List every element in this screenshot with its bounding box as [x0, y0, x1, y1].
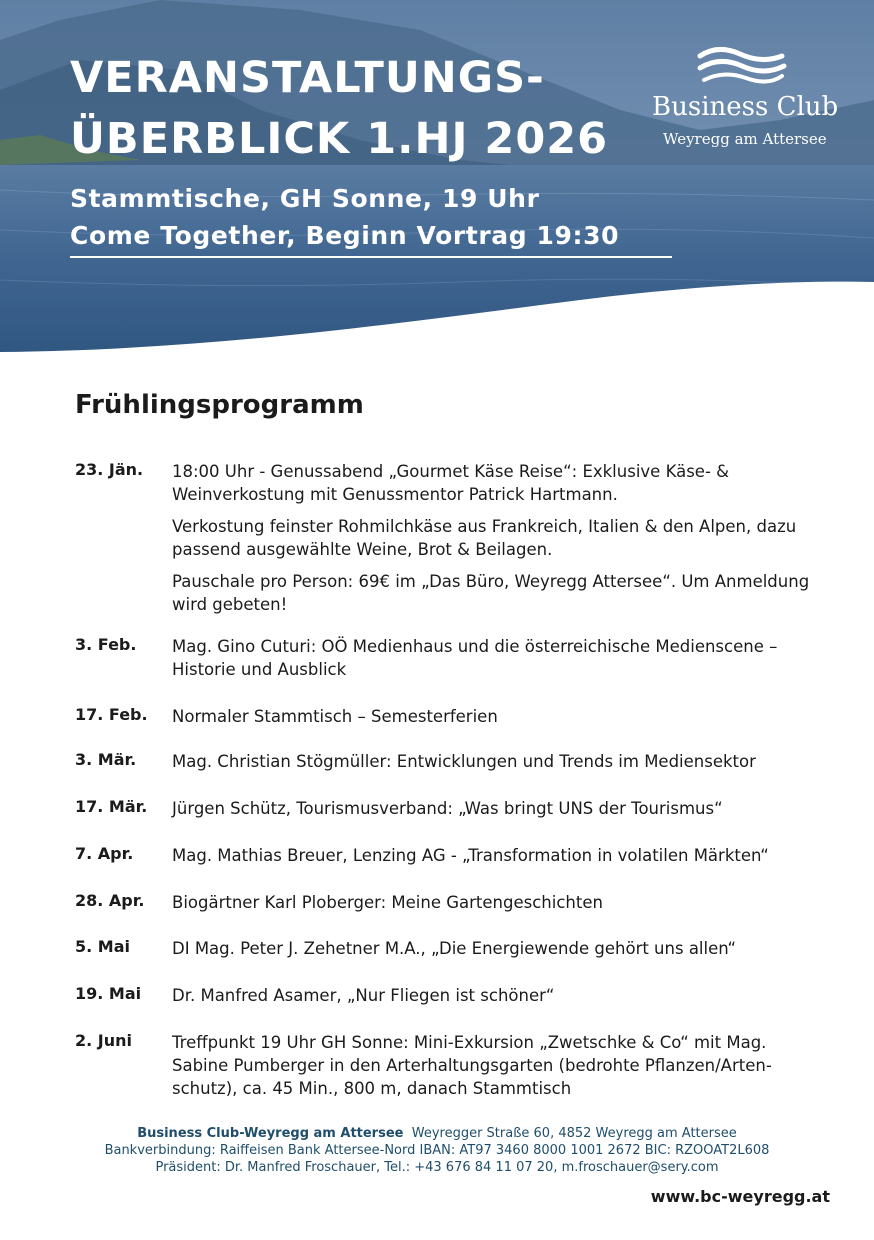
- event-paragraph: Biogärtner Karl Ploberger: Meine Gartengeschichten: [172, 893, 603, 912]
- section-heading: Frühlingsprogramm: [75, 390, 364, 420]
- subtitle-underline: [70, 256, 672, 258]
- event-description: [172, 460, 822, 625]
- event-description: [172, 1031, 822, 1109]
- event-description: [172, 797, 822, 829]
- event-paragraph: Mag. Gino Cuturi: OÖ Medienhaus und die österreichische Medienscene – Historie und Ausblick: [172, 637, 778, 679]
- event-description: [172, 750, 822, 782]
- subtitle-line-2: Come Together, Beginn Vortrag 19:30: [70, 221, 620, 250]
- event-date: 7. Apr.: [75, 844, 134, 863]
- event-date: 19. Mai: [75, 984, 142, 1003]
- logo-name: Business Club: [652, 92, 839, 122]
- event-paragraph: Mag. Mathias Breuer, Lenzing AG - „Transformation in volatilen Märkten“: [172, 846, 769, 865]
- page-title-line-2: ÜBERBLICK 1.HJ 2026: [70, 114, 609, 164]
- event-paragraph: Normaler Stammtisch – Semesterferien: [172, 707, 498, 726]
- event-date: 3. Mär.: [75, 750, 137, 769]
- event-description: [172, 635, 822, 690]
- footer-address: Weyregger Straße 60, 4852 Weyregg am Attersee: [411, 1126, 737, 1141]
- event-date: 17. Mär.: [75, 797, 148, 816]
- page-title-line-1: VERANSTALTUNGS-: [70, 53, 545, 103]
- footer-president: Präsident: Dr. Manfred Froschauer, Tel.: +43 676 84 11 07 20, m.froschauer@sery.com: [155, 1160, 719, 1175]
- event-date: 5. Mai: [75, 937, 130, 956]
- event-date: 17. Feb.: [75, 705, 148, 724]
- logo-location: Weyregg am Attersee: [663, 130, 827, 148]
- footer-org-name: Business Club-Weyregg am Attersee: [137, 1126, 404, 1141]
- event-date: 23. Jän.: [75, 460, 144, 479]
- footer-bank: Bankverbindung: Raiffeisen Bank Attersee-Nord IBAN: AT97 3460 8000 1001 2672 BIC: RZOOAT2L608: [104, 1143, 770, 1158]
- website-link[interactable]: www.bc-weyregg.at: [650, 1187, 830, 1206]
- event-paragraph: Mag. Christian Stögmüller: Entwicklungen und Trends im Mediensektor: [172, 752, 756, 771]
- footer-address-line: [0, 1126, 874, 1141]
- event-description: [172, 705, 822, 737]
- event-description: [172, 984, 822, 1016]
- waves-icon: [648, 44, 838, 94]
- event-paragraph: 18:00 Uhr - Genussabend „Gourmet Käse Reise“: Exklusive Käse- & Weinverkostung mit Genussmentor Patrick Hartmann.: [172, 462, 730, 504]
- event-paragraph: Verkostung feinster Rohmilchkäse aus Frankreich, Italien & den Alpen, dazu passend ausgewählte Weine, Brot & Beilagen.: [172, 517, 797, 559]
- hero-banner: [0, 0, 874, 360]
- event-paragraph: DI Mag. Peter J. Zehetner M.A., „Die Energiewende gehört uns allen“: [172, 939, 737, 958]
- event-description: [172, 937, 822, 969]
- event-description: [172, 844, 822, 876]
- event-date: 2. Juni: [75, 1031, 132, 1050]
- event-paragraph: Pauschale pro Person: 69€ im „Das Büro, Weyregg Attersee“. Um Anmeldung wird gebeten!: [172, 572, 810, 614]
- event-paragraph: Treffpunkt 19 Uhr GH Sonne: Mini-Exkursion „Zwetschke & Co“ mit Mag. Sabine Pumberger in den Arterhaltungsgarten (bedrohte Pflanzen/Arten-schutz), ca. 45 Min., 800 m, danach Stammtisch: [172, 1033, 772, 1098]
- event-paragraph: Dr. Manfred Asamer, „Nur Fliegen ist schöner“: [172, 986, 555, 1005]
- event-date: 3. Feb.: [75, 635, 137, 654]
- event-paragraph: Jürgen Schütz, Tourismusverband: „Was bringt UNS der Tourismus“: [172, 799, 723, 818]
- event-description: [172, 891, 822, 923]
- event-date: 28. Apr.: [75, 891, 145, 910]
- subtitle-line-1: Stammtische, GH Sonne, 19 Uhr: [70, 184, 540, 213]
